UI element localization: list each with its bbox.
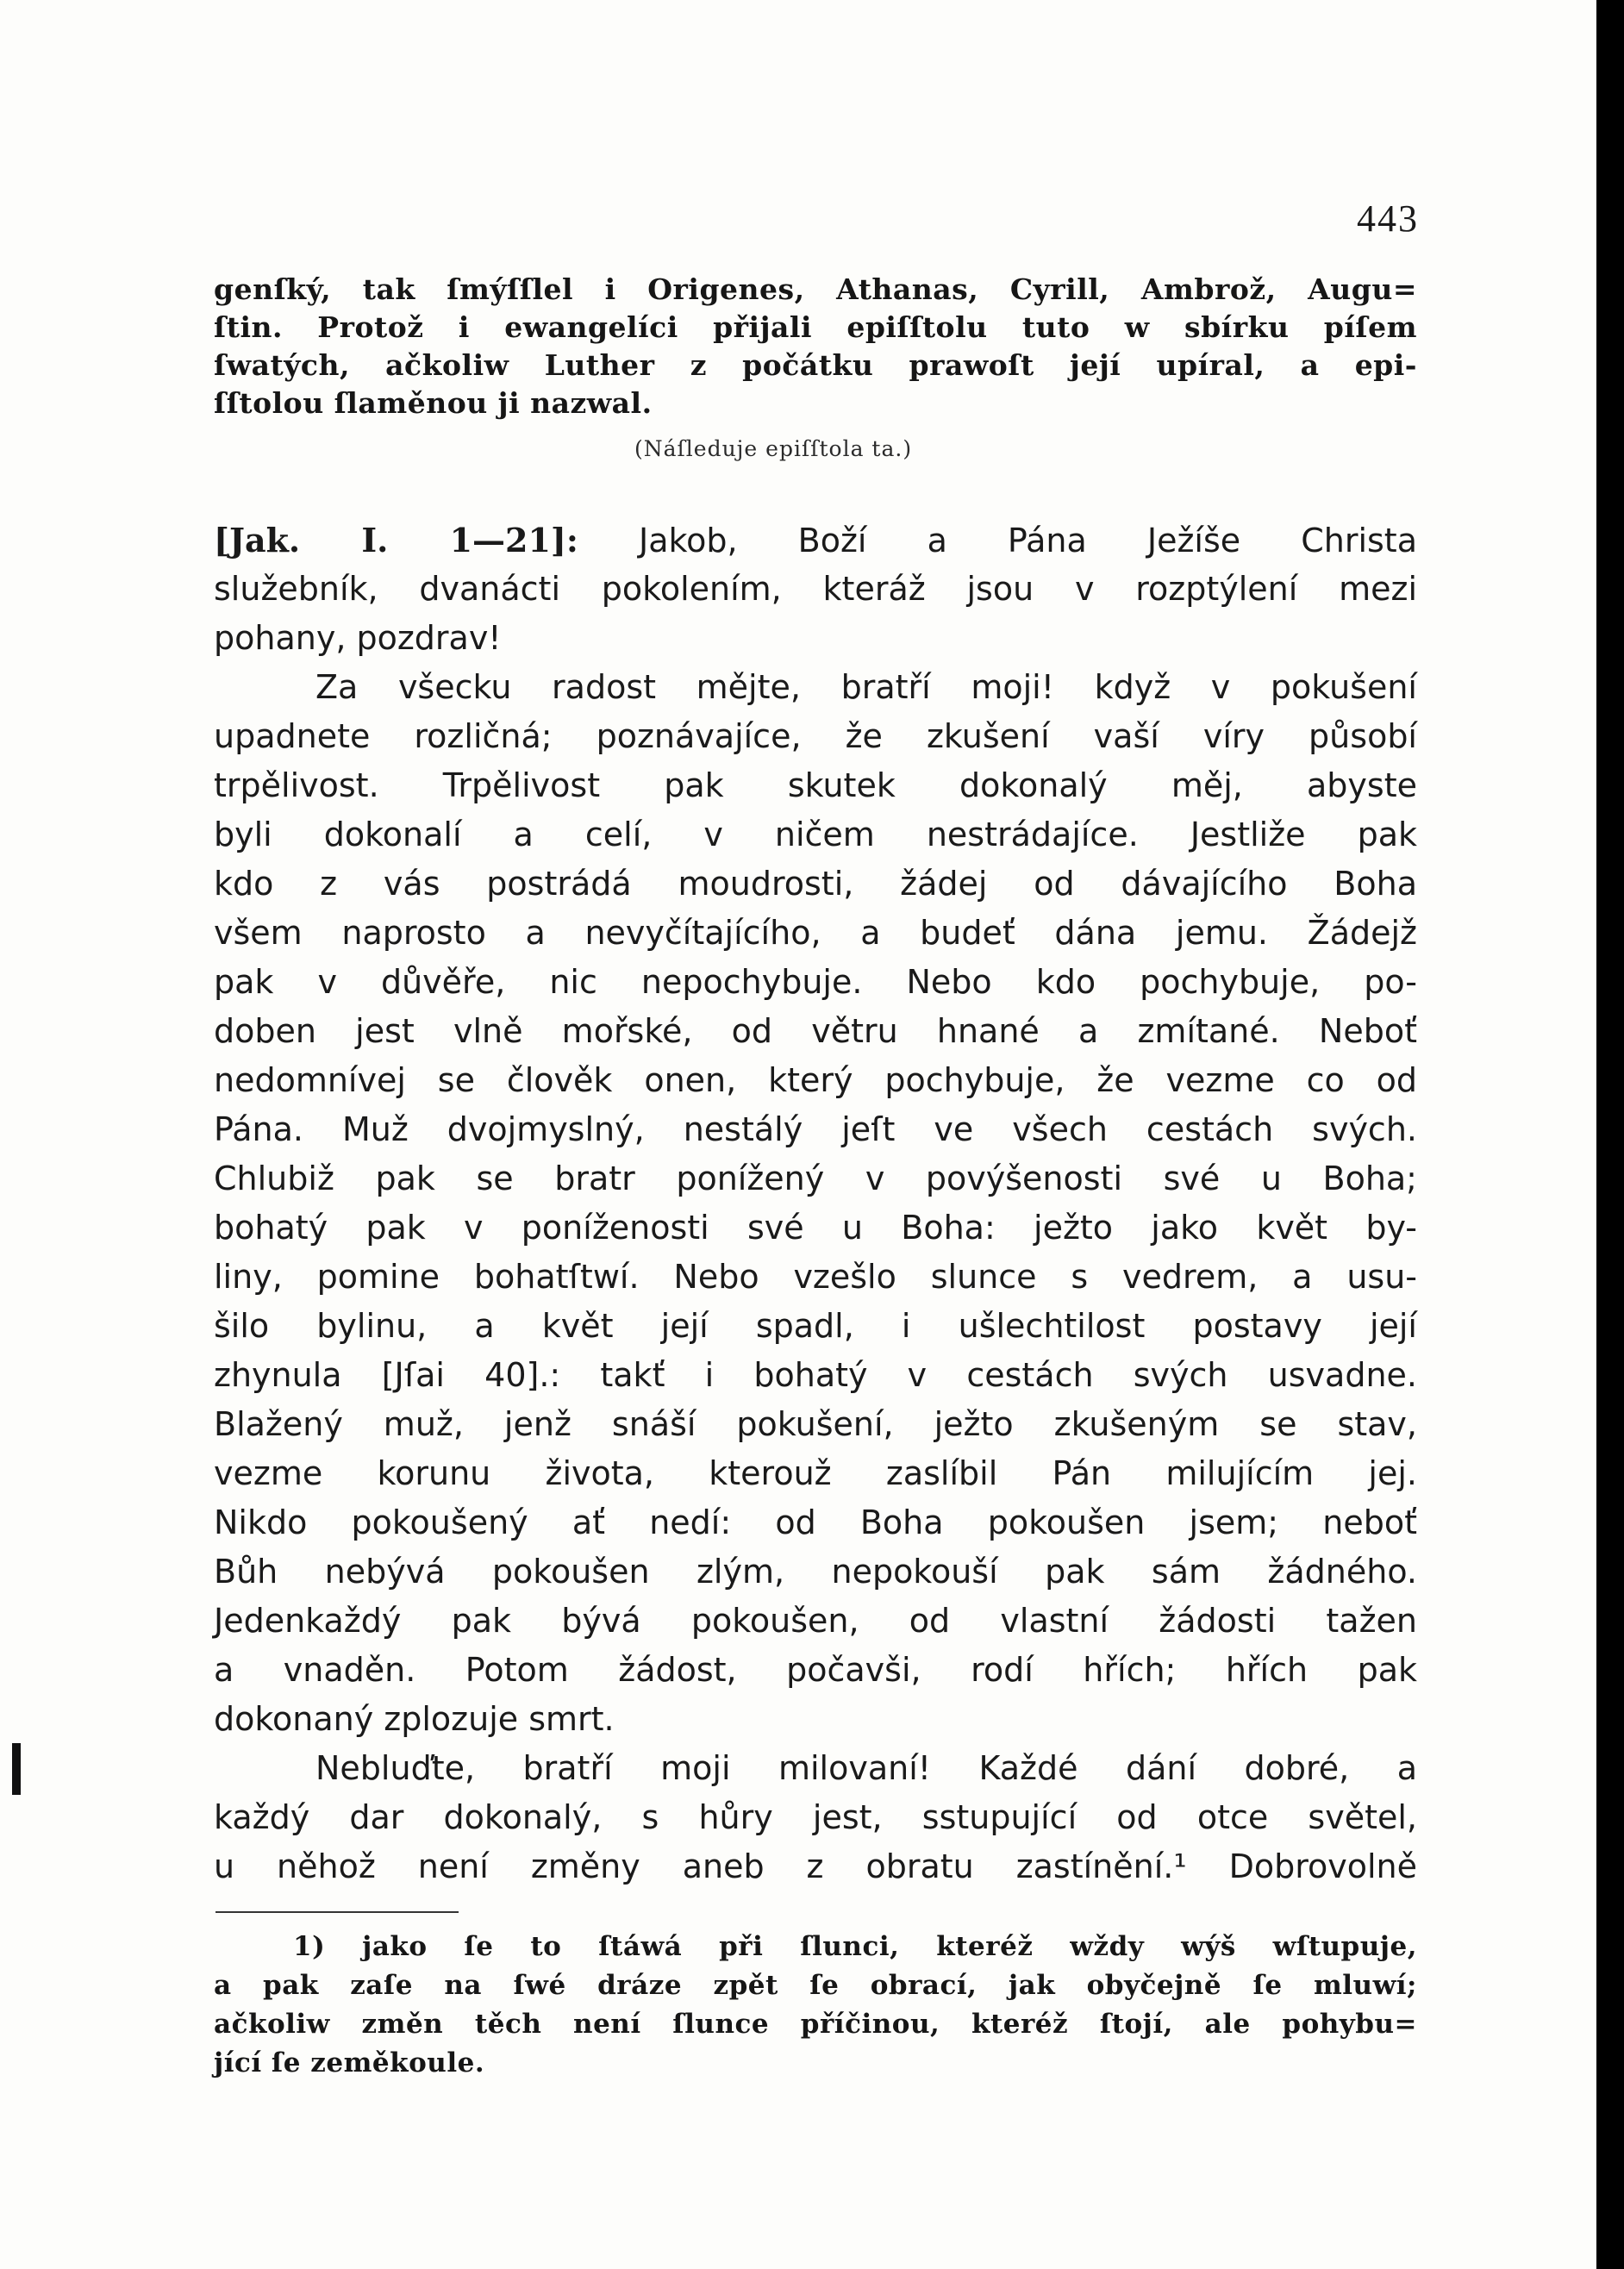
scripture-text: [214, 516, 1417, 1891]
body-line-8: kdo z vás postrádá moudrosti, žádej od dávajícího Boha: [214, 865, 1417, 903]
body-line-21: Nikdo pokoušený ať nedí: od Boha pokoušen jsem; neboť: [214, 1503, 1417, 1541]
body-line-3: pohany, pozdrav!: [214, 619, 502, 657]
page-number: 443: [1357, 197, 1419, 240]
body-line-1-text: Jakob, Boží a Pána Ježíše Christa: [639, 522, 1417, 559]
body-line-26: Nebluďte, bratří moji milovaní! Každé dání dobré, a: [315, 1749, 1417, 1787]
body-line-13: Pána. Muž dvojmyslný, nestálý jeſt ve všech cestách svých.: [214, 1110, 1417, 1148]
body-line-23: Jedenkaždý pak bývá pokoušen, od vlastní žádosti tažen: [214, 1602, 1417, 1640]
body-line-12: nedomnívej se člověk onen, který pochybuje, že vezme co od: [214, 1061, 1417, 1099]
footnote-divider: [215, 1911, 459, 1913]
body-line-16: liny, pomine bohatſtwí. Nebo vzešlo slunce s vedrem, a usu-: [214, 1258, 1417, 1296]
body-line-24: a vnaděn. Potom žádost, počavši, rodí hřích; hřích pak: [214, 1651, 1417, 1689]
footnote-line-2: a pak zaſe na ſwé dráze zpět ſe obrací, jak obyčejně ſe mluwí;: [214, 1970, 1417, 2001]
body-line-18: zhynula [Jſai 40].: takť i bohatý v cestách svých usvadne.: [214, 1356, 1417, 1394]
body-line-15: bohatý pak v poníženosti své u Boha: ježto jako květ by-: [214, 1209, 1417, 1247]
scan-edge-mark: [12, 1743, 21, 1795]
continuation-note: (Náſleduje epiſſtola ta.): [634, 436, 913, 461]
body-line-11: doben jest vlně mořské, od větru hnané a zmítané. Neboť: [214, 1012, 1417, 1050]
body-line-9: všem naprosto a nevyčítajícího, a budeť dána jemu. Žádejž: [214, 914, 1417, 952]
footnote-line-1: 1) jako ſe to ſtáwá při ſlunci, kteréž wždy wýš wſtupuje,: [293, 1931, 1417, 1962]
body-line-20: vezme korunu života, kterouž zaslíbil Pán milujícím jej.: [214, 1454, 1417, 1492]
body-line-28: u něhož není změny aneb z obratu zastínění.¹ Dobrovolně: [214, 1847, 1417, 1885]
body-line-25: dokonaný zplozuje smrt.: [214, 1700, 615, 1738]
footnote-line-3: ačkoliw změn těch není ſlunce příčinou, kteréž ſtojí, ale pohybu=: [214, 2009, 1417, 2040]
body-line-6: trpělivost. Trpělivost pak skutek dokonalý měj, abyste: [214, 766, 1417, 804]
body-line-10: pak v důvěře, nic nepochybuje. Nebo kdo pochybuje, po-: [214, 963, 1417, 1001]
body-line-1: [214, 516, 1417, 565]
body-line-19: Blažený muž, jenž snáší pokušení, ježto zkušeným se stav,: [214, 1405, 1417, 1443]
body-line-27: každý dar dokonalý, s hůry jest, sstupující od otce světel,: [214, 1798, 1417, 1836]
verse-reference: [Jak. I. 1—21]:: [214, 521, 578, 559]
body-line-17: šilo bylinu, a květ její spadl, i ušlechtilost postavy její: [214, 1307, 1417, 1345]
body-line-22: Bůh nebývá pokoušen zlým, nepokouší pak sám žádného.: [214, 1553, 1417, 1591]
body-line-14: Chlubiž pak se bratr ponížený v povýšenosti své u Boha;: [214, 1160, 1417, 1197]
intro-paragraph: [214, 271, 1417, 422]
body-line-5: upadnete rozličná; poznávajíce, že zkušení vaší víry působí: [214, 717, 1417, 755]
intro-line-1: genſký, tak ſmýſſlel i Origenes, Athanas, Cyrill, Ambrož, Augu=: [214, 272, 1417, 306]
footnote: [214, 1928, 1417, 2083]
body-line-2: služebník, dvanácti pokolením, kteráž jsou v rozptýlení mezi: [214, 570, 1417, 608]
intro-line-4: ſſtolou ſlaměnou ji nazwal.: [214, 386, 653, 420]
body-line-7: byli dokonalí a celí, v ničem nestrádajíce. Jestliže pak: [214, 816, 1417, 853]
intro-line-3: ſwatých, ačkoliw Luther z počátku prawoſt její upíral, a epi-: [214, 348, 1417, 382]
intro-line-2: ſtin. Protož i ewangelíci přijali epiſſtolu tuto w sbírku píſem: [214, 310, 1417, 344]
footnote-line-4: jící ſe zeměkoule.: [214, 2047, 485, 2078]
body-line-4: Za všecku radost mějte, bratří moji! když v pokušení: [315, 668, 1417, 706]
